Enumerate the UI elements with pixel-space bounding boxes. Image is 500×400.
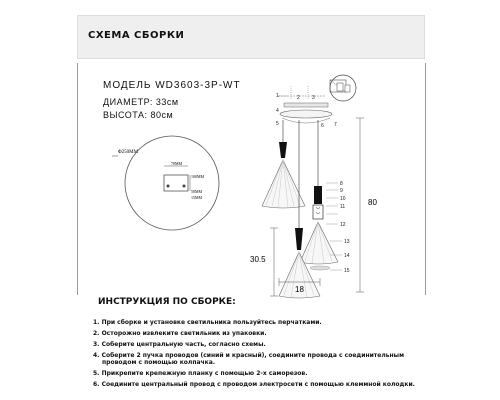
callout-1: 1 [276, 93, 279, 99]
instructions-title: ИНСТРУКЦИЯ ПО СБОРКЕ: [98, 297, 236, 307]
callout-3: 3 [312, 95, 315, 101]
instruction-step [93, 330, 493, 337]
pendant-upper [262, 120, 305, 208]
bulb-cap [310, 266, 330, 270]
socket-holder-upper [279, 142, 287, 158]
instruction-step [93, 352, 493, 366]
instruction-step [93, 370, 493, 377]
dim-100-label: 100MM [191, 174, 205, 179]
dim-50-label: 50MM [191, 189, 203, 194]
socket-holder-center [314, 186, 322, 204]
step-text: При сборке и установке светильника пользуйтесь перчатками. [101, 319, 322, 326]
total-height-dimension [356, 118, 377, 292]
page-title: СХЕМА СБОРКИ [88, 30, 185, 41]
mounting-plate [164, 175, 188, 191]
step-number: 3. [93, 341, 100, 348]
instruction-step [93, 341, 493, 348]
step-number: 2. [93, 330, 100, 337]
callout-13: 13 [344, 239, 350, 245]
step-number: 4. [93, 352, 100, 359]
canopy-diameter-label: Φ250MM [118, 150, 139, 155]
callout-4: 4 [276, 108, 279, 114]
callout-15: 15 [344, 268, 350, 274]
socket-holder-lower [295, 228, 303, 250]
dim-70-label: 70MM [171, 161, 183, 166]
diameter-spec: ДИАМЕТР: 33см [103, 97, 179, 107]
instructions-list [93, 319, 493, 392]
callout-10: 10 [340, 196, 346, 202]
step-text: Соедините центральный провод с проводом электросети с помощью клеммной колодки. [101, 381, 415, 388]
shade-width-label: 18 [295, 285, 304, 294]
callout-12: 12 [340, 222, 346, 228]
step-number: 6. [93, 381, 100, 388]
step-number: 1. [93, 319, 100, 326]
step-text: Соберите центральную часть, согласно схемы. [101, 341, 266, 348]
callout-14: 14 [344, 253, 350, 259]
shade-height-dimension [250, 228, 278, 296]
callout-6: 6 [321, 123, 324, 129]
callout-5: 5 [276, 121, 279, 127]
ceiling-mount [278, 75, 356, 123]
pendant-center [300, 120, 338, 270]
instruction-step [93, 319, 493, 326]
height-spec: ВЫСОТА: 80см [103, 110, 174, 120]
instruction-step [93, 381, 493, 388]
dim-15-label: 15MM [191, 195, 203, 200]
canopy-detail [112, 136, 219, 230]
callout-7: 7 [334, 122, 337, 128]
shade-height-label: 30.5 [250, 255, 266, 264]
callout-9: 9 [340, 188, 343, 194]
callout-2: 2 [297, 95, 300, 101]
step-text: Прикрепите крепежную планку с помощью 2-х саморезов. [101, 370, 308, 377]
callout-11: 11 [340, 204, 346, 210]
step-text: Соберите 2 пучка проводов (синий и красный), соедините провода с соединительным [101, 352, 405, 359]
callout-8: 8 [340, 181, 343, 187]
step-number: 5. [93, 370, 100, 377]
model-name: МОДЕЛЬ WD3603-3P-WT [103, 80, 241, 91]
step-text-continued: проводом с помощью колпачка. [102, 359, 216, 366]
total-height-label: 80 [368, 198, 377, 207]
step-text: Осторожно извлеките светильник из упаковки. [101, 330, 267, 337]
bulb-socket [313, 205, 323, 219]
